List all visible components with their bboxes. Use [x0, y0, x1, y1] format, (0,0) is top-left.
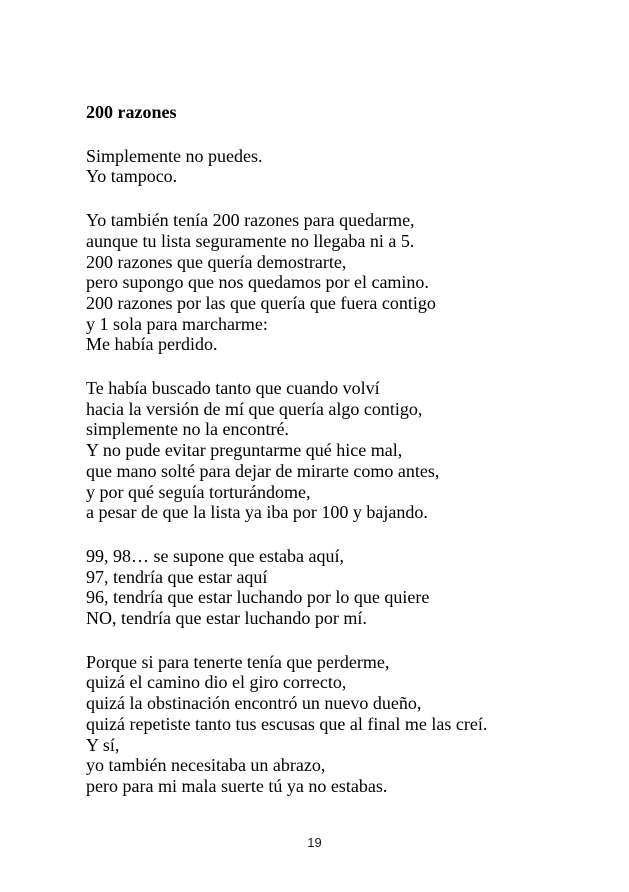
stanza-1 [86, 146, 609, 187]
stanza-3 [86, 378, 609, 523]
poem-line: quizá repetiste tanto tus escusas que al final me las creí. [86, 713, 488, 734]
poem-line: pero para mi mala suerte tú ya no estabas. [86, 775, 388, 796]
poem-line: NO, tendría que estar luchando por mí. [86, 608, 367, 629]
poem-line: Te había buscado tanto que cuando volví [86, 378, 380, 399]
poem-line: Yo tampoco. [86, 166, 178, 187]
poem-line: hacia la versión de mí que quería algo contigo, [86, 398, 423, 419]
poem-line: y por qué seguía torturándome, [86, 481, 311, 502]
poem-line: Y no pude evitar preguntarme qué hice mal, [86, 440, 403, 461]
poem-line: Porque si para tenerte tenía que perderme, [86, 651, 390, 672]
poem-line: 97, tendría que estar aquí [86, 566, 268, 587]
poem-line: pero supongo que nos quedamos por el camino. [86, 272, 429, 293]
poem-line: a pesar de que la lista ya iba por 100 y bajando. [86, 502, 428, 523]
poem-title: 200 razones [86, 102, 177, 122]
poem-line: 200 razones que quería demostrarte, [86, 251, 347, 272]
page-number: 19 [307, 835, 322, 850]
poem-line: quizá la obstinación encontró un nuevo dueño, [86, 693, 422, 714]
poem-line: aunque tu lista seguramente no llegaba ni a 5. [86, 230, 415, 251]
poem-line: quizá el camino dio el giro correcto, [86, 672, 347, 693]
poem-line: 96, tendría que estar luchando por lo que quiere [86, 587, 430, 608]
poem-line: 200 razones por las que quería que fuera contigo [86, 292, 436, 313]
stanza-2 [86, 210, 609, 355]
poem-line: simplemente no la encontré. [86, 419, 289, 440]
stanza-4 [86, 546, 609, 629]
poem-line: Me había perdido. [86, 334, 218, 355]
poem-line: Simplemente no puedes. [86, 145, 263, 166]
stanza-5 [86, 652, 609, 797]
poem-line: Y sí, [86, 734, 120, 755]
poem-line: y 1 sola para marcharme: [86, 313, 268, 334]
poem-line: que mano solté para dejar de mirarte como antes, [86, 460, 440, 481]
poem-line: yo también necesitaba un abrazo, [86, 755, 326, 776]
poem-line: Yo también tenía 200 razones para quedarme, [86, 210, 415, 231]
poem-body [86, 102, 609, 820]
poem-line: 99, 98… se supone que estaba aquí, [86, 545, 344, 566]
